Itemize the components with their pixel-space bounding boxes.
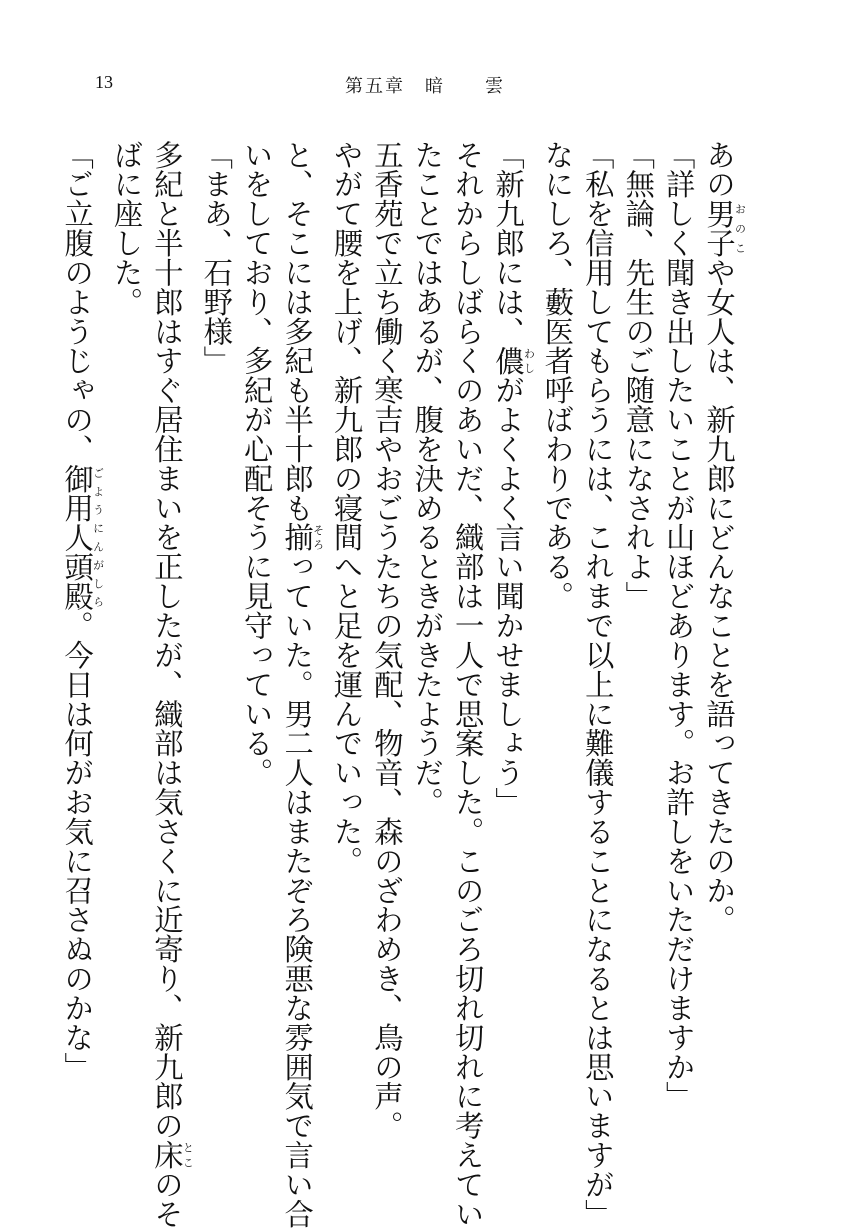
- page-number: 13: [95, 72, 113, 92]
- text-column-9: 五香苑で立ち働く寒吉やおごうたちの気配、物音、森のざわめき、鳥の声。: [369, 140, 404, 1141]
- text-column-12: いをしており、多紀が心配そうに見守っている。: [239, 140, 274, 788]
- text-column-8: たことではあるが、腹を決めるときがきたようだ。: [410, 140, 445, 817]
- chapter-title: 第五章 暗 雲: [345, 76, 505, 97]
- text-column-6: 「新九郎には、儂わしがよくよく言い聞かせましょう」: [491, 140, 536, 817]
- text-column-10: やがて腰を上げ、新九郎の寝間へと足を運んでいった。: [329, 140, 364, 876]
- text-column-1: あの男子おのこや女人は、新九郎にどんなことを語ってきたのか。: [702, 140, 747, 935]
- text-column-11: と、そこには多紀も半十郎も揃そろっていた。男二人はまたぞろ険悪な雰囲気で言い合: [280, 140, 325, 1229]
- text-column-13: 「まあ、石野様」: [199, 140, 234, 376]
- text-column-7: それからしばらくのあいだ、織部は一人で思案した。このごろ切れ切れに考えてい: [450, 140, 485, 1229]
- vertical-text-body: [59, 140, 747, 1229]
- text-column-14: 多紀と半十郎はすぐ居住まいを正したが、織部は気さくに近寄り、新九郎の床とこのそ: [149, 140, 195, 1229]
- furigana-ruby: 男子おのこ: [702, 198, 747, 258]
- text-column-16: 「ご立腹のようじゃの、御用人頭殿ごようにんがしら。今日は何がお気に召さぬのかな」: [60, 140, 105, 1082]
- furigana-ruby: 床とこ: [149, 1140, 195, 1170]
- text-column-5: なにしろ、藪医者呼ばわりである。: [540, 140, 575, 611]
- furigana-ruby: 揃そろ: [280, 522, 325, 552]
- furigana-ruby: 儂わし: [491, 345, 536, 376]
- text-column-2: 「詳しく聞き出したいことが山ほどあります。お許しをいただけますか」: [661, 140, 696, 1111]
- furigana-ruby: 御用人頭殿ごようにんがしら: [60, 463, 105, 611]
- text-column-3: 「無論、先生のご随意になされよ」: [621, 140, 656, 611]
- text-column-15: ばに座した。: [109, 140, 144, 317]
- text-column-4: 「私を信用してもらうには、これまで以上に難儀することになるとは思いますが」: [580, 140, 615, 1229]
